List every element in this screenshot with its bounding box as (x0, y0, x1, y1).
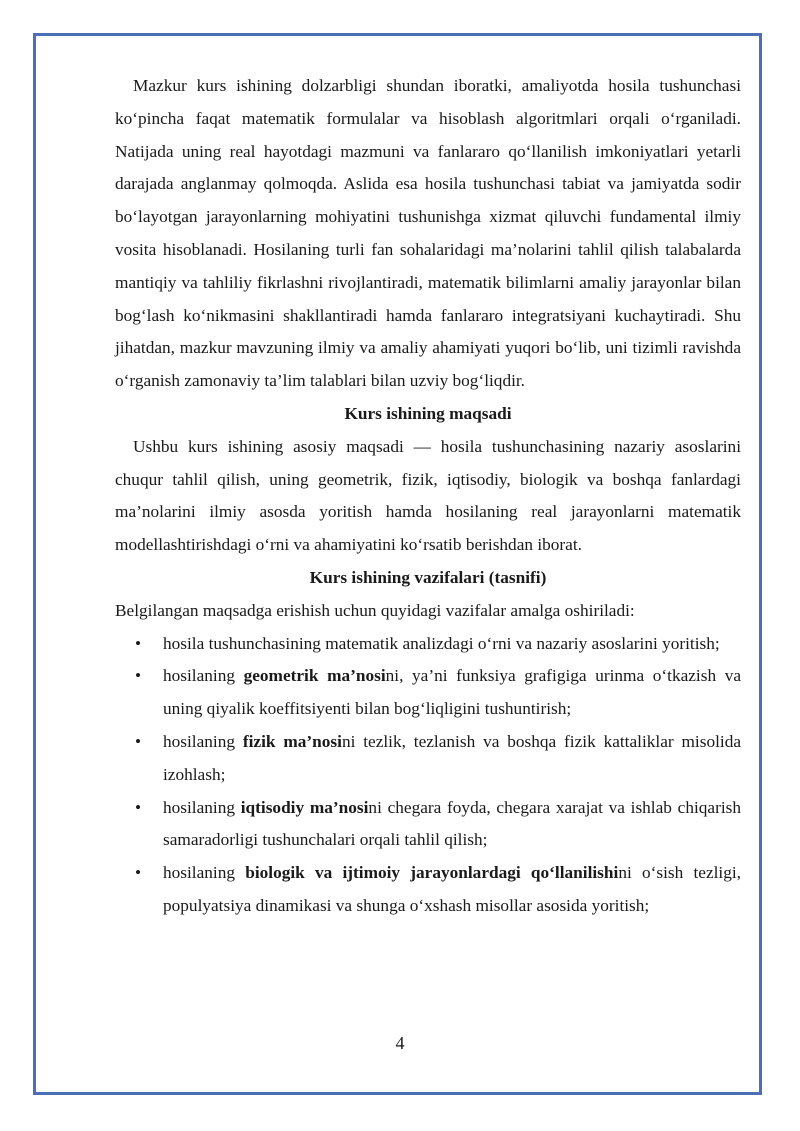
task-item (115, 660, 741, 726)
page-number: 4 (395, 1033, 405, 1053)
tasks-intro: Belgilangan maqsadga erishish uchun quyidagi vazifalar amalga oshiriladi: (115, 600, 635, 620)
task-text-before: hosila tushunchasining matematik analizdagi o‘rni va nazariy asoslarini yoritish; (163, 633, 720, 653)
task-text-bold: fizik ma’nosi (242, 731, 342, 751)
task-item (115, 857, 741, 923)
task-item (115, 792, 741, 858)
task-text-before: hosilaning (163, 863, 246, 883)
tasks-list (115, 628, 741, 923)
goal-paragraph: Ushbu kurs ishining asosiy maqsadi — hosila tushunchasining nazariy asoslarini chuqur tahlil qilish, uning geometrik, fizik, iqtisodiy, biologik va boshqa fanlardagi ma’nolarini ilmiy asosda yoritish hamda hosilaning real jarayonlarni matematik modellashtirishdagi o‘rni va ahamiyatini ko‘rsatib berishdan iborat. (115, 436, 741, 555)
task-text-before: hosilaning (163, 731, 243, 751)
task-text-bold: geometrik ma’nosi (243, 666, 386, 686)
bullet-icon: • (135, 666, 142, 686)
task-text-bold: biologik va ijtimoiy jarayonlardagi qo‘llanilishi (245, 863, 619, 883)
task-text-before: hosilaning (163, 797, 241, 817)
task-text-after: ni, ya’ni funksiya grafigiga urinma o‘tkazish va uning qiyalik koeffitsiyenti bilan bog‘liqligini tushuntirish; (163, 666, 742, 719)
goal-heading: Kurs ishining maqsadi (344, 403, 512, 423)
task-text-before: hosilaning (163, 666, 244, 686)
bullet-icon: • (135, 863, 142, 883)
task-text-bold: iqtisodiy ma’nosi (240, 797, 369, 817)
relevance-paragraph: Mazkur kurs ishining dolzarbligi shundan iboratki, amaliyotda hosila tushunchasi ko‘pincha faqat matematik formulalar va hisoblash algoritmlari orqali o‘rganiladi. Natijada uning real hayotdagi mazmuni va fanlararo qo‘llanilish imkoniyatlari yetarli darajada anglanmay qolmoqda. Aslida esa hosila tushunchasi tabiat va jamiyatda sodir bo‘layotgan jarayonlarning mohiyatini tushunishga xizmat qiluvchi fundamental ilmiy vosita hisoblanadi. Hosilaning turli fan sohalaridagi ma’nolarini tahlil qilish talabalarda mantiqiy va tahliliy fikrlashni rivojlantiradi, matematik bilimlarni amaliy jarayonlar bilan bog‘lash ko‘nikmasini shakllantiradi hamda fanlararo integratsiyani kuchaytiradi. Shu jihatdan, mazkur mavzuning ilmiy va amaliy ahamiyati yuqori bo‘lib, uni tizimli ravishda o‘rganish zamonaviy ta’lim talablari bilan uzviy bog‘liqdir. (115, 76, 741, 391)
tasks-heading: Kurs ishining vazifalari (tasnifi) (309, 567, 547, 587)
task-text-after: ni chegara foyda, chegara xarajat va ishlab chiqarish samaradorligi tushunchalari orqali tahlil qilish; (163, 797, 741, 850)
task-text-after: ni o‘sish tezligi, populyatsiya dinamikasi va shunga o‘xshash misollar asosida yoritish; (163, 863, 741, 915)
task-item (115, 628, 741, 661)
bullet-icon: • (135, 633, 142, 653)
task-item (115, 726, 741, 792)
document-body (115, 70, 741, 923)
task-text-after: ni tezlik, tezlanish va boshqa fizik kattaliklar misolida izohlash; (163, 731, 742, 784)
bullet-icon: • (135, 797, 142, 817)
bullet-icon: • (135, 731, 142, 751)
